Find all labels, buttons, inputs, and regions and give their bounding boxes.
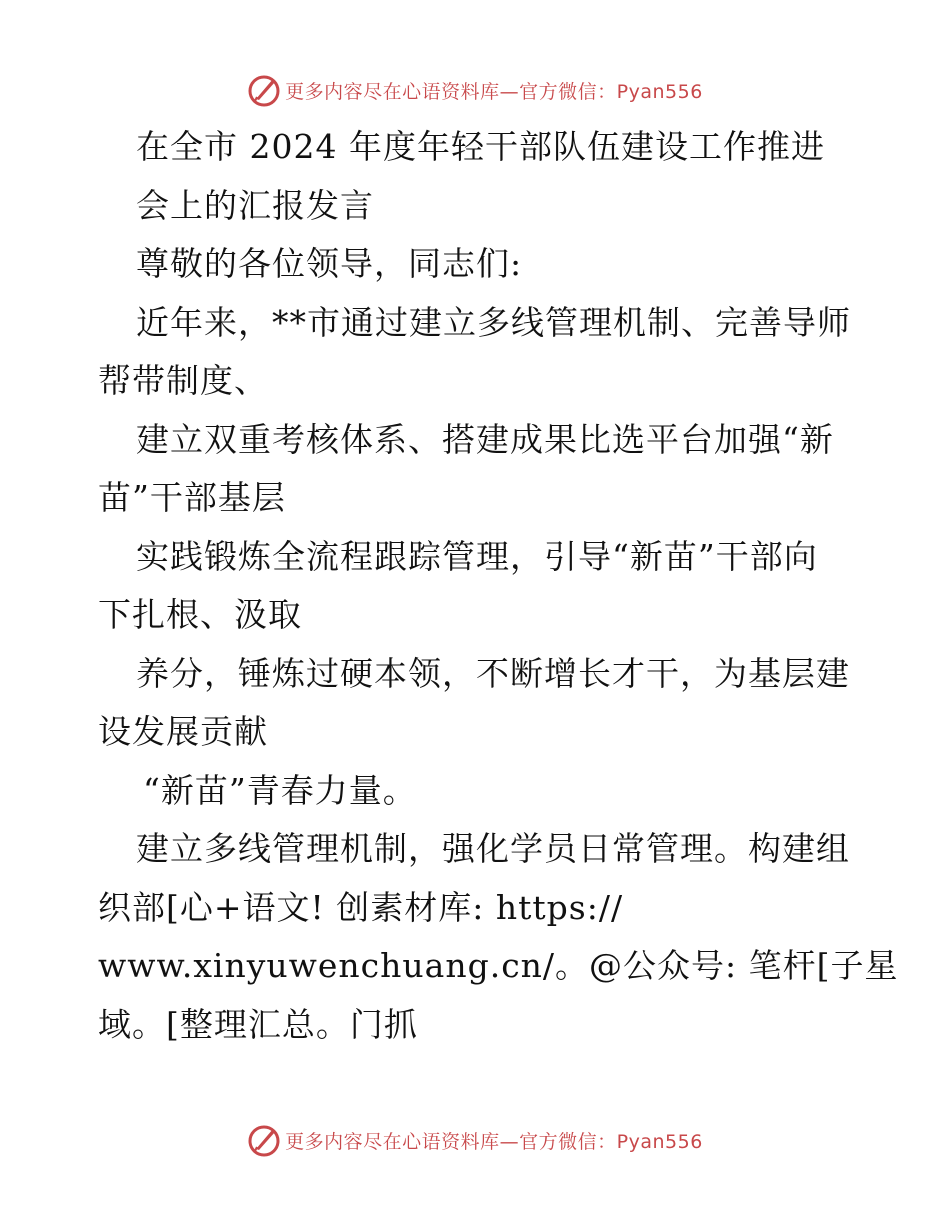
salutation: 尊敬的各位领导，同志们:: [136, 244, 523, 283]
paragraph-line: 实践锻炼全流程跟踪管理，引导“新苗”干部向: [136, 536, 818, 576]
paragraph-line: 建立双重考核体系、搭建成果比选平台加强“新: [136, 419, 834, 459]
quill-logo-icon: [247, 73, 281, 107]
paragraph-line: 域。[整理汇总。门抓: [98, 1004, 418, 1044]
watermark-footer: [0, 1120, 950, 1160]
paragraph-line: 帮带制度、: [98, 361, 268, 400]
paragraph-line: 织部[心+语文! 创素材库: https://: [98, 887, 624, 927]
title-line-2: 会上的汇报发言: [136, 185, 374, 225]
paragraph-line: 设发展贡献: [98, 712, 268, 751]
paragraph-line: 养分，锤炼过硬本领，不断增长才干，为基层建: [136, 653, 850, 693]
title-line-1: 在全市 2024 年度年轻干部队伍建设工作推进: [136, 127, 825, 166]
paragraph-line: 苗”干部基层: [98, 478, 286, 517]
paragraph-line: www.xinyuwenchuang.cn/。@公众号: 笔杆[子星: [98, 946, 899, 985]
watermark-text: 更多内容尽在心语资料库—官方微信：Pyan556: [285, 1130, 703, 1153]
paragraph-line: 下扎根、汲取: [98, 595, 302, 634]
quill-logo-icon: [247, 1123, 281, 1157]
paragraph-line: 建立多线管理机制，强化学员日常管理。构建组: [136, 829, 850, 868]
document-body: [98, 118, 899, 1054]
paragraph-line: “新苗”青春力量。: [143, 770, 417, 810]
watermark-text: 更多内容尽在心语资料库—官方微信：Pyan556: [285, 80, 703, 103]
watermark-header: [0, 70, 950, 110]
paragraph-line: 近年来，**市通过建立多线管理机制、完善导师: [136, 302, 851, 342]
